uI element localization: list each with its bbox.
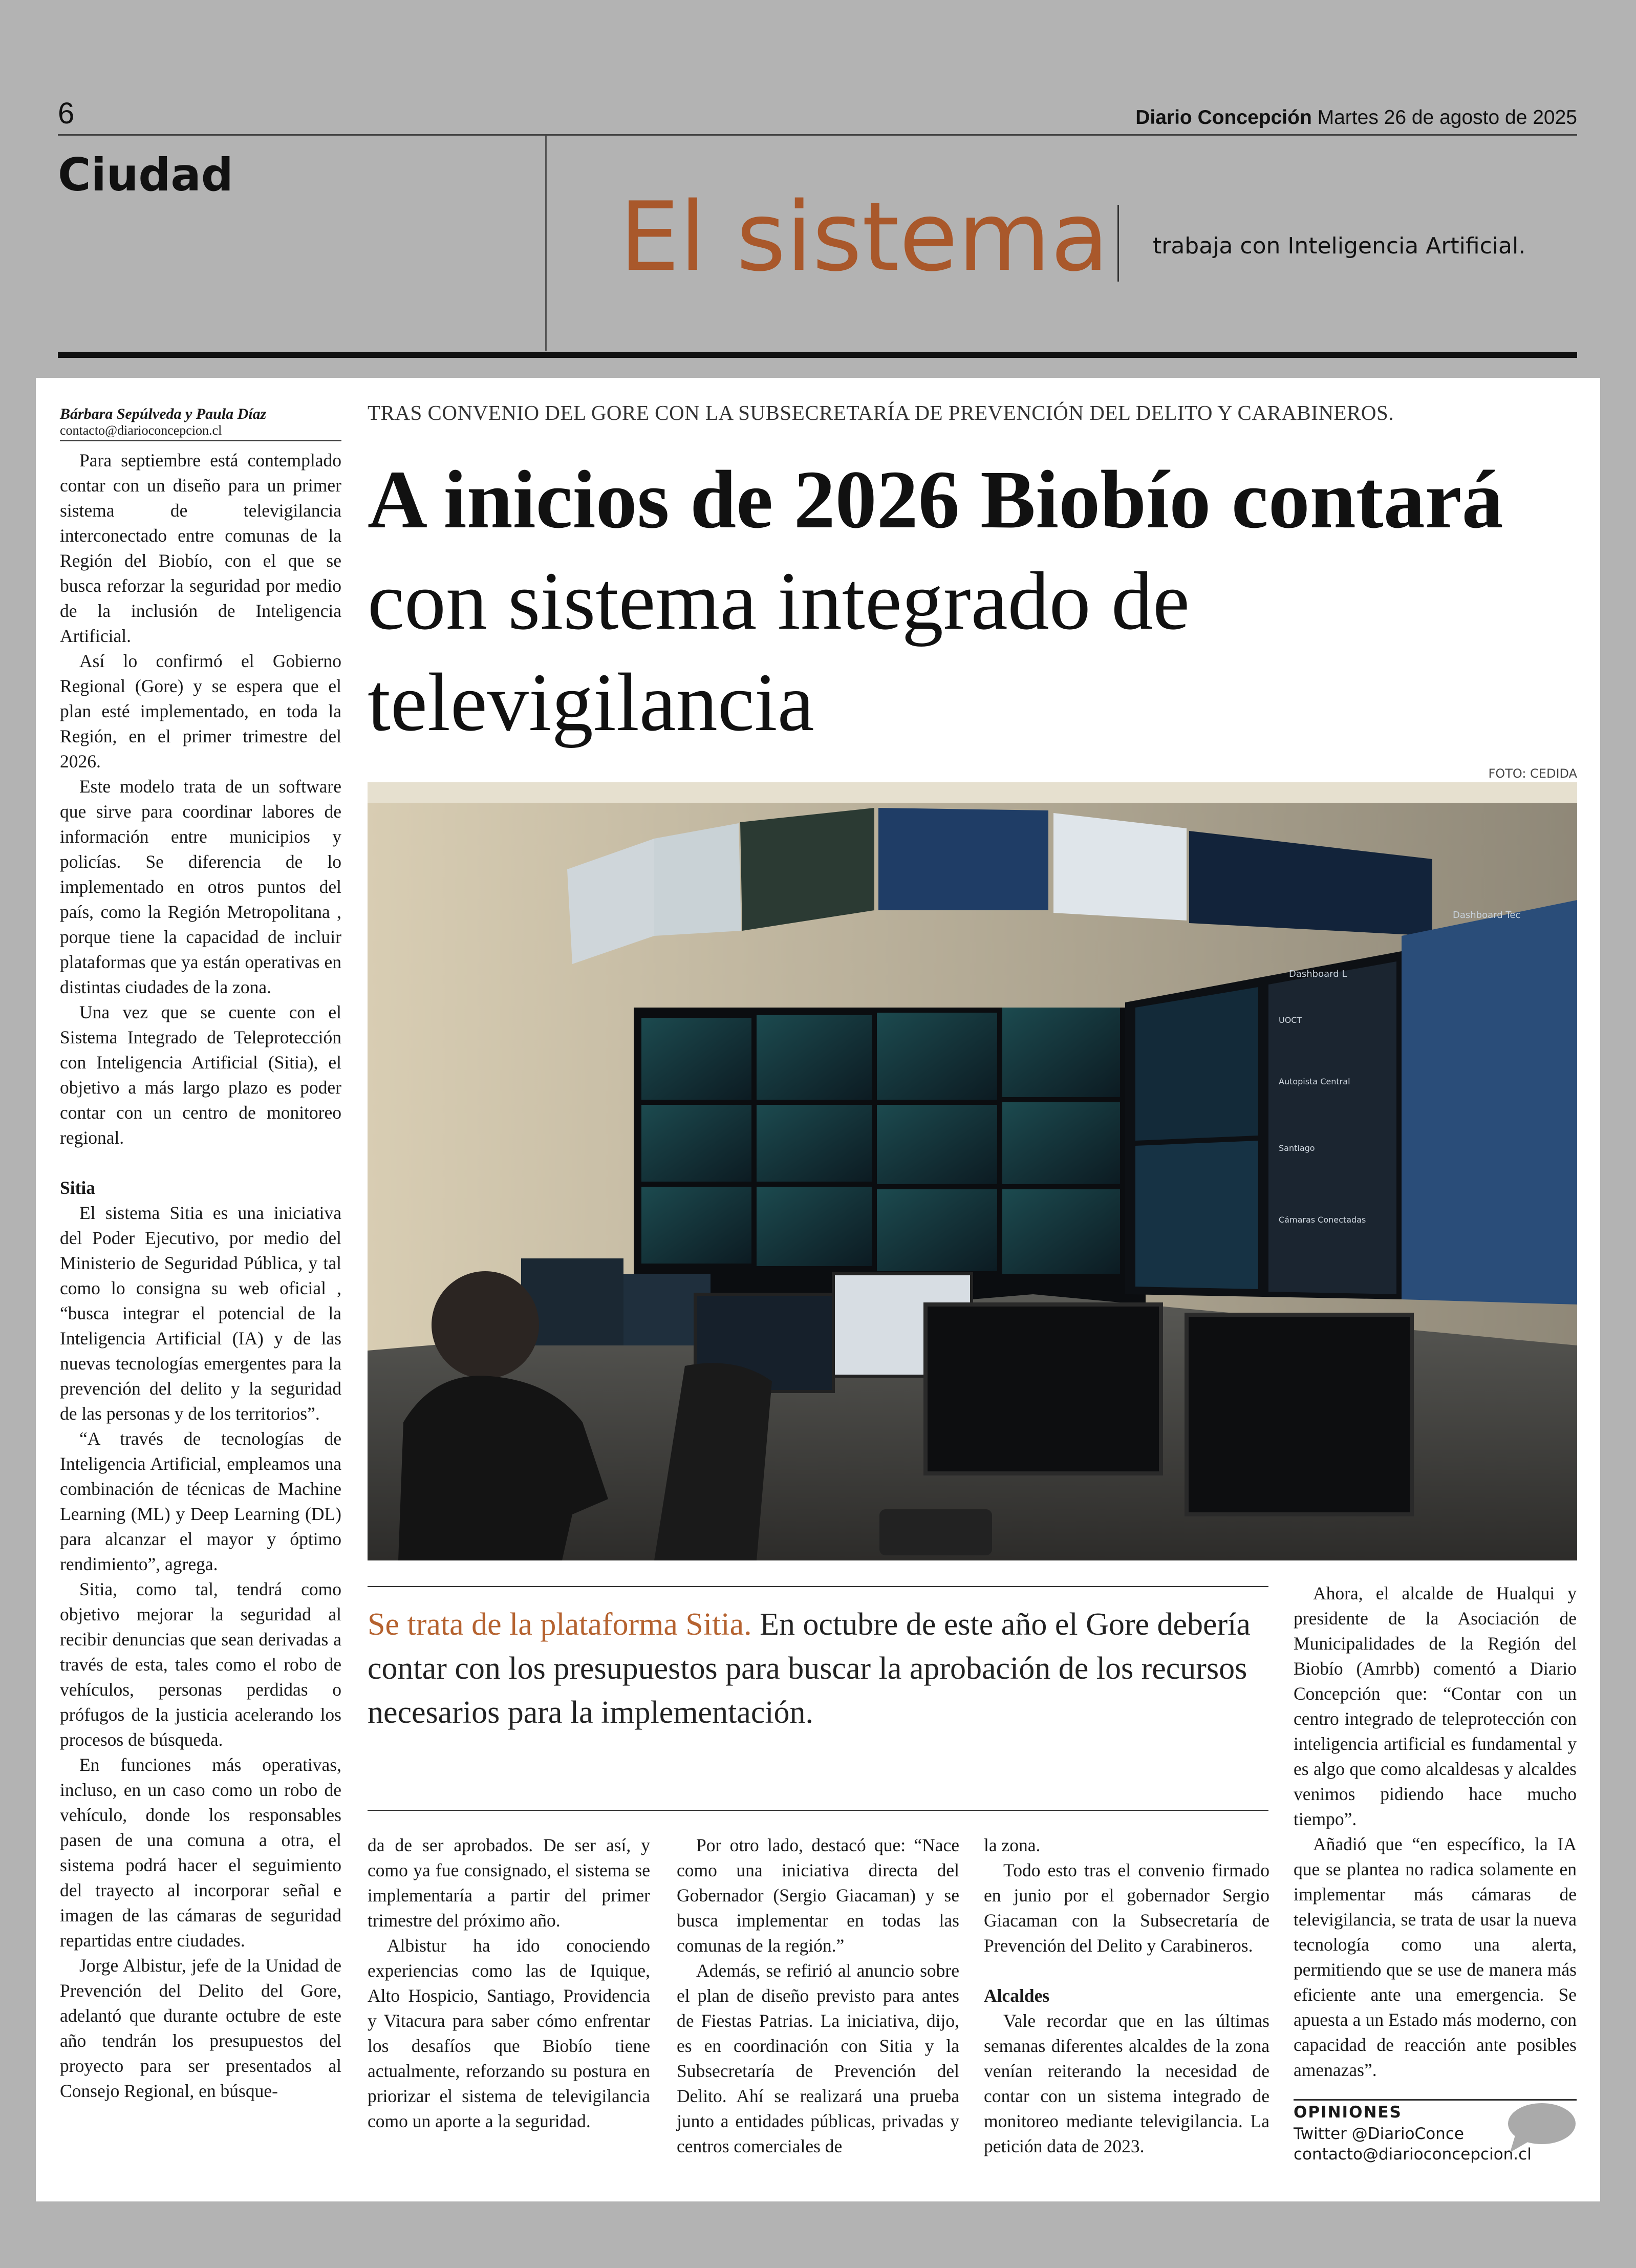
headline-bold: A inicios de 2026 Biobío contará	[368, 454, 1503, 546]
photo-credit: FOTO: CEDIDA	[1488, 766, 1577, 781]
byline-rule	[60, 440, 341, 441]
headline-regular: con sistema integrado de televigilancia	[368, 555, 1190, 748]
paragraph: Sitia, como tal, tendrá como objetivo mejorar la seguridad al recibir denuncias que sean derivadas a través de esta, tales como el robo de vehículos, personas perdidas o prófugos de la justicia acelerando los procesos de búsqueda.	[60, 1579, 341, 1750]
paragraph: En funciones más operativas, incluso, en un caso como un robo de vehículo, donde los responsables pasen de una comuna a otra, el sistema podrá hacer el seguimiento del trayecto al incorporar señal e imagen de las cámaras de seguridad repartidas entre ciudades.	[60, 1755, 341, 1951]
paragraph: Vale recordar que en las últimas semanas diferentes alcaldes de la zona venían reiterando la necesidad de contar con un sistema integrado de monitoreo mediante televigilancia. La petición data de 2023.	[984, 2010, 1269, 2156]
paragraph: Una vez que se cuente con el Sistema Integrado de Teleprotección con Inteligencia Artificial (Sitia), el objetivo a más largo plazo es poder contar con un centro de monitoreo regional.	[60, 1002, 341, 1148]
lead-paragraph	[368, 1602, 1268, 1735]
lead-rule-bottom	[368, 1810, 1268, 1811]
paragraph: Por otro lado, destacó que: “Nace como una iniciativa directa del Gobernador (Sergio Giacaman) y se busca implementar en todas las comunas de la región.”	[677, 1835, 959, 1956]
masthead	[1135, 106, 1577, 129]
header-thick-rule	[58, 352, 1577, 358]
paper-name: Diario Concepción	[1135, 106, 1312, 129]
lead-rule-top	[368, 1586, 1268, 1587]
article-column-left	[60, 448, 341, 2104]
paragraph: Ahora, el alcalde de Hualqui y presidente de la Asociación de Municipalidades de la Región del Biobío (Amrbb) comentó a Diario Concepción que: “Contar con un centro integrado de teleprotección con inteligencia artificial es fundamental y es algo que como alcaldesas y alcaldes venimos pidiendo hace mucho tiempo”.	[1294, 1583, 1577, 1829]
screen-label: Santiago	[1279, 1143, 1315, 1153]
screen-label: Autopista Central	[1279, 1077, 1350, 1086]
screen-label: Dashboard L	[1289, 969, 1347, 979]
paragraph: Jorge Albistur, jefe de la Unidad de Prevención del Delito del Gore, adelantó que durante octubre de este año tendrán los presupuestos del proyecto para ser presentados al Consejo Regional, en búsque-	[60, 1955, 341, 2101]
subheading: Sitia	[60, 1178, 96, 1198]
paragraph: Este modelo trata de un software que sirve para coordinar labores de información entre municipios y policías. Se diferencia de lo implementado en otros puntos del país, como la Región Metropolitana , porque tiene la capacidad de incluir plataformas que ya están operativas en distintas ciudades de la zona.	[60, 776, 341, 997]
opinions-title: OPINIONES	[1294, 2103, 1402, 2122]
byline-email: contacto@diarioconcepcion.cl	[60, 423, 222, 438]
screen-label: Cámaras Conectadas	[1279, 1215, 1366, 1225]
headline	[368, 450, 1576, 754]
paragraph: da de ser aprobados. De ser así, y como ya fue consignado, el sistema se implementaría a partir del primer trimestre del próximo año.	[368, 1835, 650, 1931]
screen-label: Dashboard Tec	[1453, 910, 1521, 921]
article-column-bottom-3	[984, 1833, 1269, 2159]
teaser-divider	[1117, 205, 1119, 282]
paragraph: El sistema Sitia es una iniciativa del Poder Ejecutivo, por medio del Ministerio de Seguridad Pública, y tal como lo consigna su web oficial , “busca integrar el potencial de la Inteligencia Artificial (IA) y de las nuevas tecnologías emergentes para la prevención del delito y la seguridad de las personas y de los territorios”.	[60, 1203, 341, 1424]
article-column-right	[1294, 1581, 1577, 2083]
paragraph: Todo esto tras el convenio firmado en junio por el gobernador Sergio Giacaman con la Subsecretaría de Prevención del Delito y Carabineros.	[984, 1860, 1269, 1956]
paragraph: Añadió que “en específico, la IA que se plantea no radica solamente en implementar más cámaras de televigilancia, se trata de usar la nueva tecnología como una alerta, permitiendo que se use de manera más eficiente ante una emergencia. Se apuesta a un Estado más moderno, con capacidad de reacción ante posibles amenazas”.	[1294, 1834, 1577, 2080]
paragraph: la zona.	[984, 1835, 1041, 1855]
top-rule	[58, 134, 1577, 136]
byline-authors: Bárbara Sepúlveda y Paula Díaz	[60, 405, 267, 422]
section-title: Ciudad	[58, 148, 233, 201]
kicker: TRAS CONVENIO DEL GORE CON LA SUBSECRETARÍA DE PREVENCIÓN DEL DELITO Y CARABINEROS.	[368, 401, 1394, 424]
header-divider	[545, 136, 547, 351]
page-number: 6	[58, 97, 75, 130]
article-column-bottom-2	[677, 1833, 959, 2159]
opinions-email: contacto@diarioconcepcion.cl	[1294, 2145, 1532, 2164]
lead-text: En octubre de este año el Gore debería contar con los presupuestos para buscar la aprobación de los recursos necesarios para la implementación.	[368, 1607, 1251, 1730]
article-column-bottom-1	[368, 1833, 650, 2134]
paragraph: Además, se refirió al anuncio sobre el plan de diseño previsto para antes de Fiestas Patrias. La iniciativa, dijo, es en coordinación con Sitia y la Subsecretaría de Prevención del Delito. Ahí se realizará una prueba junto a entidades públicas, privadas y centros comerciales de	[677, 1960, 959, 2156]
issue-date: Martes 26 de agosto de 2025	[1317, 106, 1577, 129]
subheading: Alcaldes	[984, 1985, 1050, 2006]
teaser-subtitle: trabaja con Inteligencia Artificial.	[1153, 233, 1526, 259]
paragraph: “A través de tecnologías de Inteligencia Artificial, empleamos una combinación de técnicas de Machine Learning (ML) y Deep Learning (DL) para alcanzar el mayor y óptimo rendimiento”, agrega.	[60, 1428, 341, 1574]
paragraph: Para septiembre está contemplado contar con un diseño para un primer sistema de televigilancia interconectado entre comunas de la Región del Biobío, con el que se busca reforzar la seguridad por medio de la inclusión de Inteligencia Artificial.	[60, 450, 341, 646]
speech-bubble-icon	[1505, 2102, 1577, 2156]
lead-highlight: Se trata de la plataforma Sitia.	[368, 1607, 752, 1642]
opinions-rule	[1294, 2099, 1577, 2101]
article-photo	[368, 782, 1577, 1560]
monitoring-room-photo	[368, 782, 1577, 1560]
paragraph: Albistur ha ido conociendo experiencias como las de Iquique, Alto Hospicio, Santiago, Providencia y Vitacura para saber cómo enfrentar los desafíos que Biobío tiene actualmente, reforzando su postura en priorizar el sistema de televigilancia como un aporte a la seguridad.	[368, 1935, 650, 2131]
opinions-twitter: Twitter @DiarioConce	[1294, 2125, 1464, 2143]
paragraph: Así lo confirmó el Gobierno Regional (Gore) y se espera que el plan esté implementado, en toda la Región, en el primer trimestre del 2026.	[60, 651, 341, 772]
teaser-title: El sistema	[619, 181, 1109, 292]
screen-label: UOCT	[1279, 1015, 1302, 1025]
